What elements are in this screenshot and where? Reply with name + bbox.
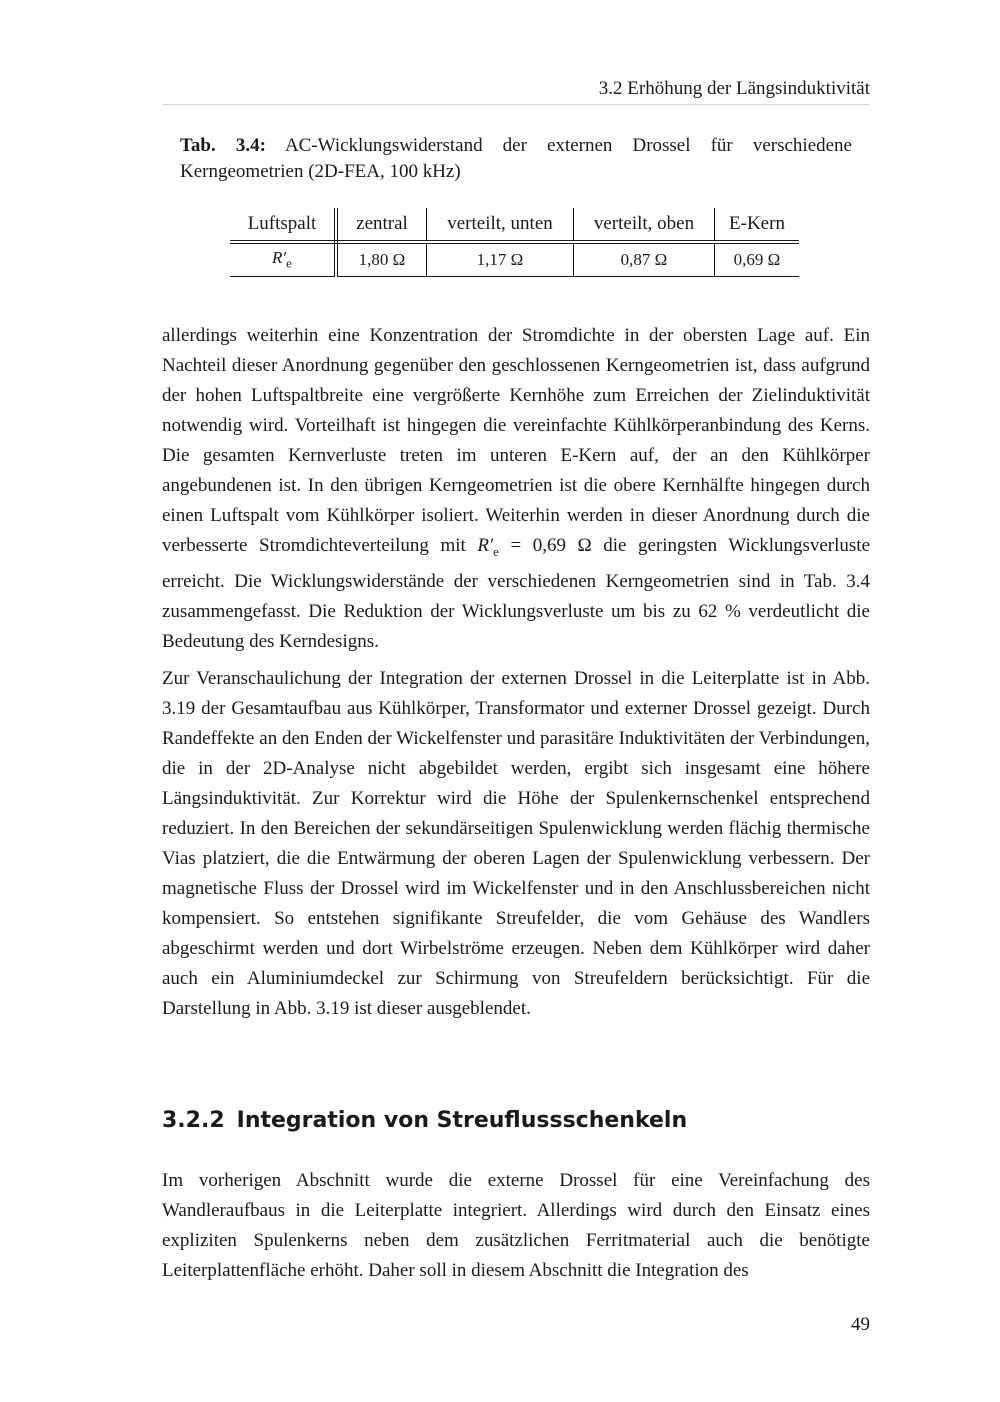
value-cell: 1,17 Ω xyxy=(427,242,574,277)
page-number: 49 xyxy=(851,1314,870,1335)
caption-line-2: Kerngeometrien (2D-FEA, 100 kHz) xyxy=(180,161,461,182)
caption-label: Tab. 3.4: xyxy=(180,135,266,156)
section-number: 3.2.2 xyxy=(162,1108,225,1133)
table-header-row xyxy=(230,208,799,242)
header-cell: verteilt, oben xyxy=(574,208,715,242)
header-cell: verteilt, unten xyxy=(427,208,574,242)
paragraph: Im vorherigen Abschnitt wurde die externe Drossel für eine Vereinfachung des Wandleraufbaus in die Leiterplatte integriert. Allerdings wird durch den Einsatz eines expliziten Spulenkerns neben dem zusätzlichen Ferritmaterial auch die benötigte Leiterplattenfläche erhöht. Daher soll in diesem Abschnitt die Integration des xyxy=(162,1170,870,1281)
value-cell: 1,80 Ω xyxy=(336,242,427,277)
section-heading xyxy=(162,1106,687,1136)
paragraph: Zur Veranschaulichung der Integration der externen Drossel in die Leiterplatte ist in Abb. 3.19 der Gesamtaufbau aus Kühlkörper, Transformator und externer Drossel gezeigt. Durch Randeffekte an den Enden der Wickelfenster und parasitäre Induktivitäten der Verbindungen, die in der 2D-Analyse nicht abgebildet werden, ergibt sich insgesamt eine höhere Längsinduktivität. Zur Korrektur wird die Höhe der Spulenkernschenkel entsprechend reduziert. In den Bereichen der sekundärseitigen Spulenwicklung werden flächig thermische Vias platziert, die die Entwärmung der oberen Lagen der Spulenwicklung verbessern. Der magnetische Fluss der Drossel wird im Wickelfenster und in den Anschlussbereichen nicht kompensiert. So entstehen signifikante Streufelder, die vom Gehäuse des Wandlers abgeschirmt werden und dort Wirbelströme erzeugen. Neben dem Kühlkörper wird daher auch ein Aluminiumdeckel zur Schirmung von Streufeldern berücksichtigt. Für die Darstellung in Abb. 3.19 ist dieser ausgeblendet. xyxy=(162,668,870,1019)
caption-line-1: AC-Wicklungswiderstand der externen Drossel für verschiedene xyxy=(284,135,852,156)
header-cell: Luftspalt xyxy=(230,208,336,242)
section-title: Integration von Streuflussschenkeln xyxy=(236,1108,688,1133)
running-head: 3.2 Erhöhung der Längsinduktivität xyxy=(598,78,870,99)
paragraph: allerdings weiterhin eine Konzentration der Stromdichte in der obersten Lage auf. Ein Nachteil dieser Anordnung gegenüber den geschlossenen Kerngeometrien ist, dass aufgrund der hohen Luftspaltbreite eine vergrößerte Kernhöhe zum Erreichen der Zielinduktivität notwendig wird. Vorteilhaft ist hingegen die vereinfachte Kühlkörperanbindung des Kerns. Die gesamten Kernverluste treten im unteren E-Kern auf, der an den Kühlkörper angebundenen ist. In den übrigen Kerngeometrien ist die obere Kernhälfte hingegen durch einen Luftspalt vom Kühlkörper isoliert. Weiterhin werden in dieser Anordnung durch die verbesserte Stromdichteverteilung mit $R'_e = 0,69$ Ω die geringsten Wicklungsverluste erreicht. Die Wicklungswiderstände der verschiedenen Kerngeometrien sind in Tab. 3.4 zusammengefasst. Die Reduktion der Wicklungsverluste um bis zu 62 % verdeutlicht die Bedeutung des Kerndesigns. xyxy=(162,325,871,652)
table-caption xyxy=(180,133,852,185)
header-cell: zentral xyxy=(336,208,427,242)
value-cell: 0,69 Ω xyxy=(715,242,800,277)
table-row xyxy=(230,242,799,277)
header-rule xyxy=(162,104,870,105)
header-cell: E-Kern xyxy=(715,208,800,242)
inline-symbol: $R'_e$ xyxy=(477,535,499,559)
row-symbol-cell: $R'_e$ xyxy=(230,242,336,277)
value-cell: 0,87 Ω xyxy=(574,242,715,277)
resistance-table xyxy=(230,208,799,277)
